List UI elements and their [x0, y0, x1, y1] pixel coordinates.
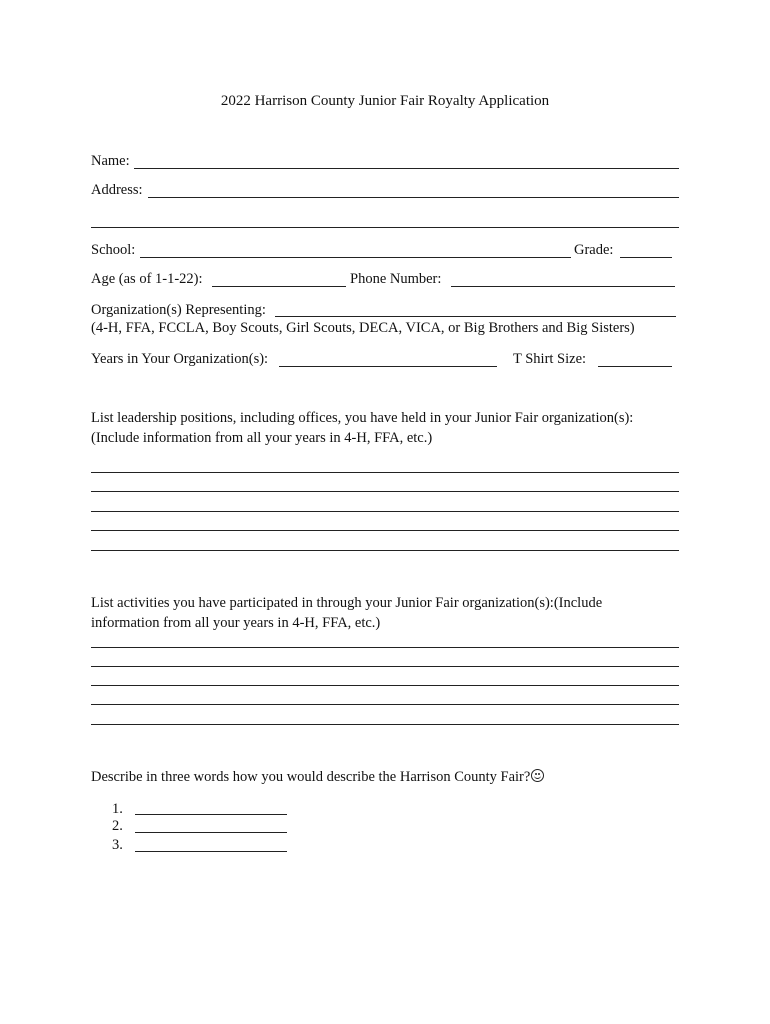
years-label: Years in Your Organization(s):	[91, 351, 269, 367]
activities-answer-line[interactable]	[91, 685, 679, 686]
leadership-answer-line[interactable]	[91, 472, 679, 473]
organization-note: (4-H, FFA, FCCLA, Boy Scouts, Girl Scouts, DECA, VICA, or Big Brothers and Big Sisters)	[91, 320, 635, 336]
describe-word-2-field[interactable]	[135, 832, 287, 833]
address-field[interactable]	[148, 197, 679, 198]
describe-word-1-field[interactable]	[135, 814, 287, 815]
age-label: Age (as of 1-1-22):	[91, 271, 203, 287]
grade-label: Grade:	[574, 242, 614, 258]
grade-field[interactable]	[620, 257, 672, 258]
tshirt-label: T Shirt Size:	[513, 351, 587, 367]
page-title: 2022 Harrison County Junior Fair Royalty Application	[220, 93, 550, 109]
activities-answer-line[interactable]	[91, 647, 679, 648]
tshirt-field[interactable]	[598, 366, 672, 367]
school-field[interactable]	[140, 257, 571, 258]
activities-answer-line[interactable]	[91, 704, 679, 705]
age-field[interactable]	[212, 286, 346, 287]
leadership-answer-line[interactable]	[91, 550, 679, 551]
name-label: Name:	[91, 153, 130, 169]
smiley-icon	[531, 769, 544, 782]
describe-prompt-text: Describe in three words how you would describe the Harrison County Fair?	[91, 769, 531, 785]
address-field-line-2[interactable]	[91, 227, 679, 228]
organization-label: Organization(s) Representing:	[91, 302, 266, 318]
describe-item-number: 1.	[112, 801, 123, 817]
leadership-note: (Include information from all your years in 4-H, FFA, etc.)	[91, 430, 433, 446]
school-label: School:	[91, 242, 136, 258]
activities-answer-line[interactable]	[91, 666, 679, 667]
activities-note: information from all your years in 4-H, FFA, etc.)	[91, 615, 381, 631]
leadership-answer-line[interactable]	[91, 491, 679, 492]
activities-prompt: List activities you have participated in through your Junior Fair organization(s):(Include	[91, 595, 603, 611]
leadership-answer-line[interactable]	[91, 511, 679, 512]
describe-item-number: 2.	[112, 818, 123, 834]
organization-field[interactable]	[275, 316, 676, 317]
leadership-prompt: List leadership positions, including offices, you have held in your Junior Fair organization(s):	[91, 410, 634, 426]
activities-answer-line[interactable]	[91, 724, 679, 725]
leadership-answer-line[interactable]	[91, 530, 679, 531]
years-field[interactable]	[279, 366, 497, 367]
name-field[interactable]	[134, 168, 679, 169]
describe-word-3-field[interactable]	[135, 851, 287, 852]
phone-field[interactable]	[451, 286, 675, 287]
describe-item-number: 3.	[112, 837, 123, 853]
phone-label: Phone Number:	[350, 271, 442, 287]
address-label: Address:	[91, 182, 143, 198]
describe-prompt	[91, 769, 544, 786]
